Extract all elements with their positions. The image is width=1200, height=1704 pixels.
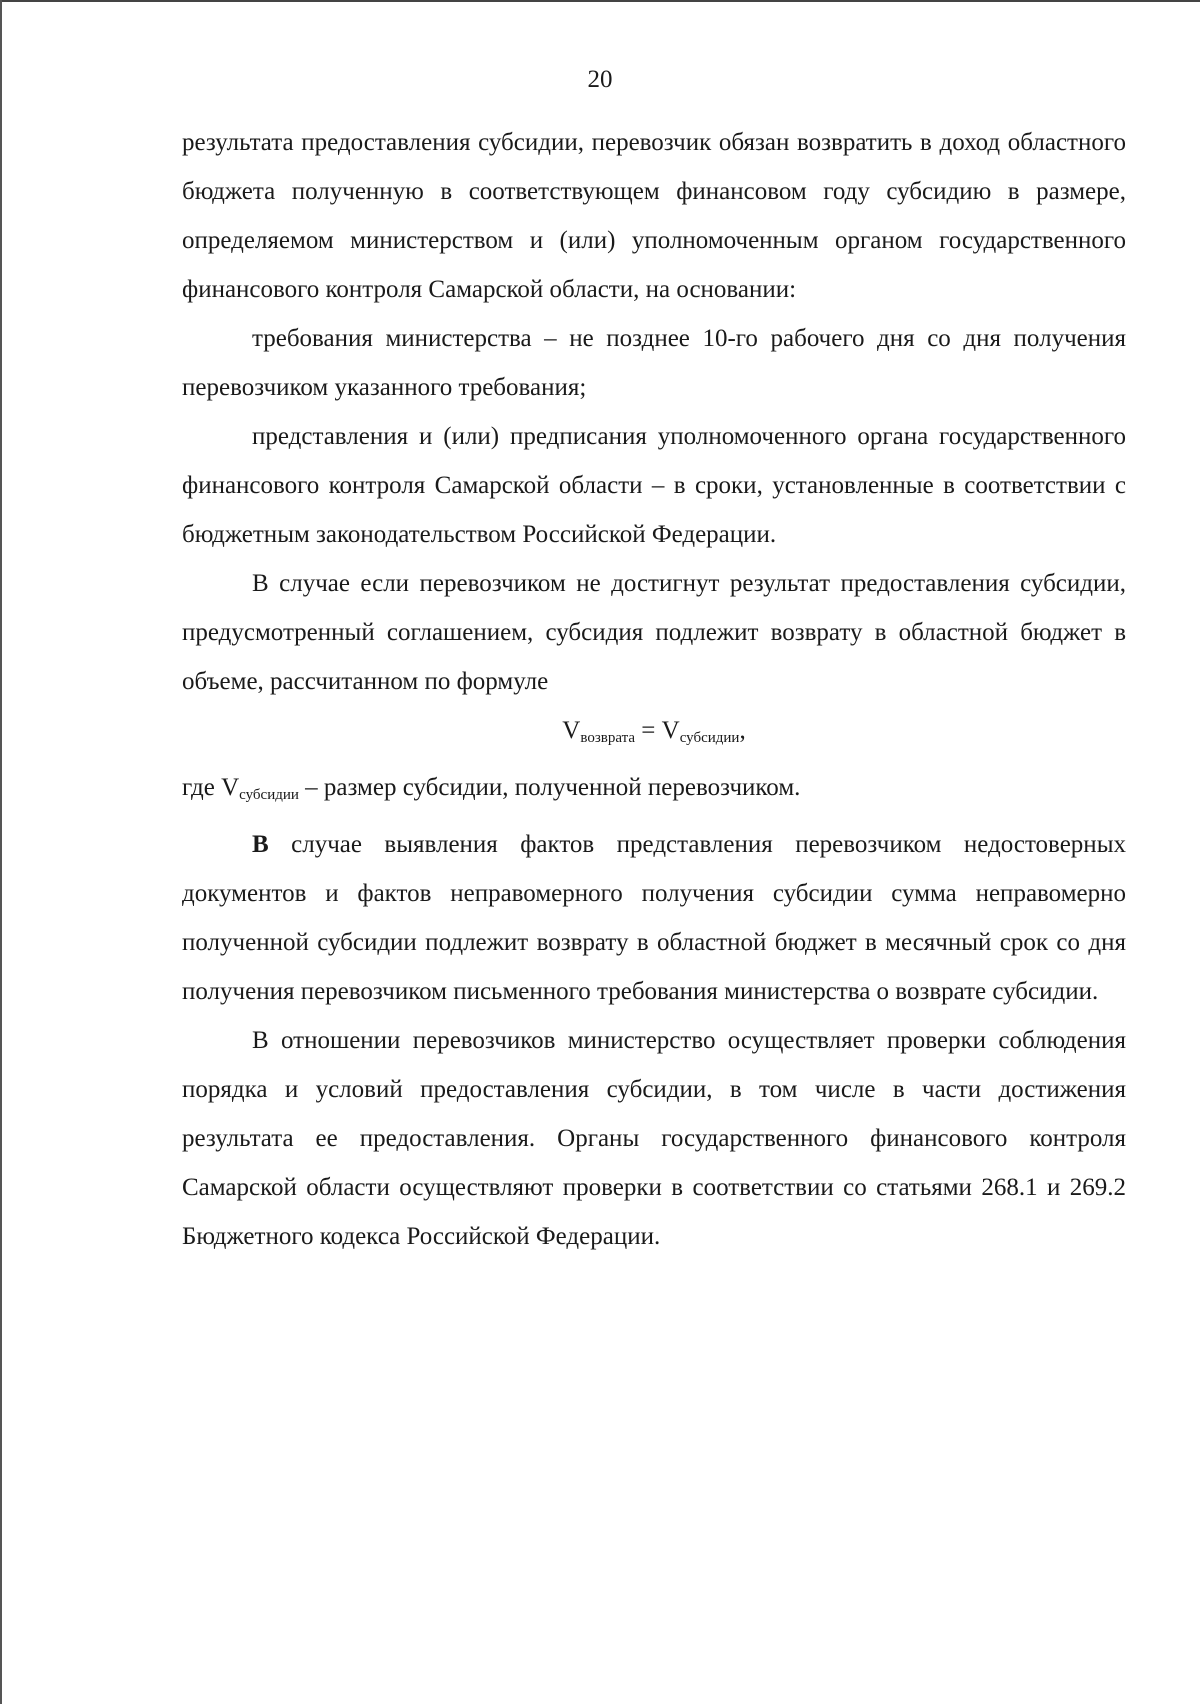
paragraph-false-documents xyxy=(182,820,1126,1016)
formula-equals: = xyxy=(635,717,662,744)
paragraph-result-not-achieved: В случае если перевозчиком не достигнут результат предоставления субсидии, предусмотренный соглашением, субсидия подлежит возврату в областной бюджет в объеме, рассчитанном по формуле xyxy=(182,570,1126,695)
page-number: 20 xyxy=(587,66,613,93)
formula-lhs-sub: возврата xyxy=(580,730,636,746)
paragraph-lead-letter: В xyxy=(252,831,269,858)
paragraph-inspections: В отношении перевозчиков министерство осуществляет проверки соблюдения порядка и условий предоставления субсидии, в том числе в части достижения результата ее предоставления. Органы государственного финансового контроля Самарской области осуществляют проверки в соответствии со статьями 268.1 и 269.2 Бюджетного кодекса Российской Федерации. xyxy=(182,1027,1126,1250)
paragraph-control-body-order: представления и (или) предписания уполномоченного органа государственного финансового контроля Самарской области – в сроки, установленные в соответствии с бюджетным законодательством Российской Федерации. xyxy=(182,423,1126,548)
paragraph-false-documents-text: случае выявления фактов представления перевозчиком недостоверных документов и фактов неправомерного получения субсидии сумма неправомерно полученной субсидии подлежит возврату в областной бюджет в месячный срок со дня получения перевозчиком письменного требования министерства о возврате субсидии. xyxy=(182,831,1126,1005)
scan-border-left xyxy=(0,0,2,1704)
where-rest: – размер субсидии, полученной перевозчиком. xyxy=(298,774,801,801)
paragraph-return-grounds: результата предоставления субсидии, перевозчик обязан возвратить в доход областного бюджета полученную в соответствующем финансовом году субсидию в размере, определяемом министерством и (или) уполномоченным органом государственного финансового контроля Самарской области, на основании: xyxy=(182,129,1126,303)
document-body xyxy=(182,118,1126,1261)
scan-border-top xyxy=(0,0,1200,2)
formula-rhs-var: V xyxy=(661,717,680,744)
formula-trail: , xyxy=(739,717,746,744)
paragraph-ministry-requirement: требования министерства – не позднее 10-го рабочего дня со дня получения перевозчиком указанного требования; xyxy=(182,325,1126,401)
formula-explanation xyxy=(182,763,1126,820)
return-formula xyxy=(182,706,1126,763)
where-prefix: где V xyxy=(182,774,240,801)
formula-lhs-var: V xyxy=(562,717,581,744)
where-sub: субсидии xyxy=(239,787,299,803)
formula-rhs-sub: субсидии xyxy=(679,730,740,746)
